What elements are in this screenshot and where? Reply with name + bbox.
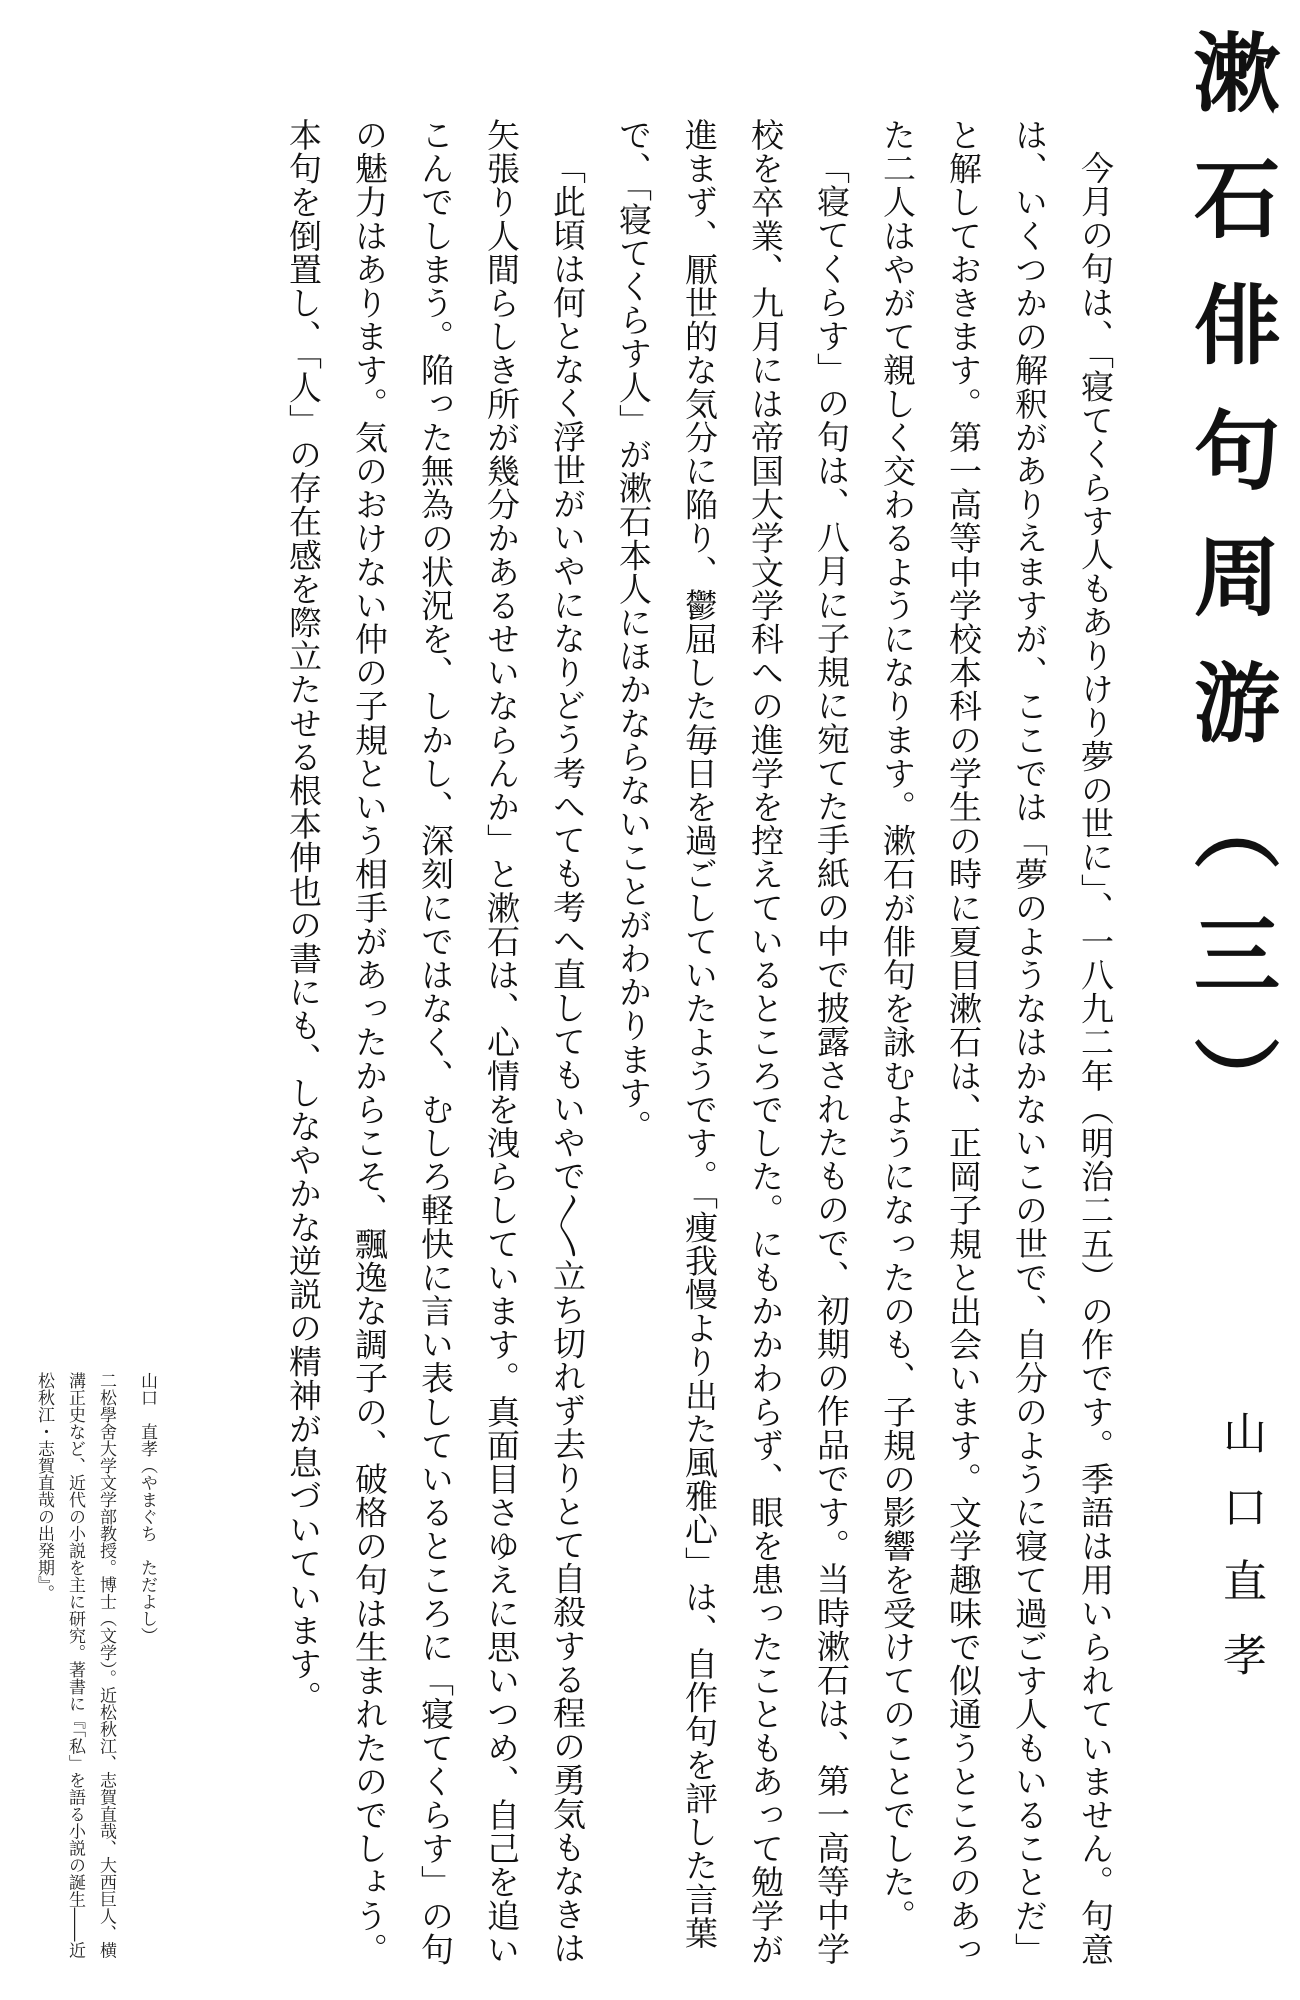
body-paragraph: 「寝てくらす」の句は、八月に子規に宛てた手紙の中で披露されたもので、初期の作品です。当時漱石は、第一高等中学校を卒業、九月には帝国大学文学科への進学を控えているところでした。にもかかわらず、眼を患ったこともあって勉学が進まず、厭世的な気分に陥り、鬱屈した毎日を過ごしていたようです。「痩我慢より出た風雅心」は、自作句を評した言葉で、「寝てくらす人」が漱石本人にほかならないことがわかります。 (614, 118, 851, 1966)
article-title: 漱石俳句周游（三） (1179, 28, 1280, 1162)
author-profile (22, 1372, 162, 1972)
body-paragraph: 「此頃は何となく浮世がいやになりどう考へても考へ直してもいやで〳〵立ち切れず去りとて自殺する程の勇気もなきは矢張り人間らしき所が幾分かあるせいならんか」と漱石は、心情を洩らしています。真面目さゆえに思いつめ、自己を追いこんでしまう。陥った無為の状況を、しかし、深刻にではなく、むしろ軽快に言い表しているところに「寝てくらす」の句の魅力はあります。気のおけない仲の子規という相手があったからこそ、飄逸な調子の、破格の句は生まれたのでしょう。本句を倒置し、「人」の存在感を際立たせる根本伸也の書にも、しなやかな逆説の精神が息づいています。 (284, 118, 587, 1966)
body-paragraph: 今月の句は、「寝てくらす人もありけり夢の世に」、一八九二年（明治二五）の作です。季語は用いられていません。句意は、いくつかの解釈がありえますが、ここでは「夢のようなはかないこの世で、自分のように寝て過ごす人もいることだ」と解しておきます。第一高等中学校本科の学生の時に夏目漱石は、正岡子規と出会います。文学趣味で似通うところのあった二人はやがて親しく交わるようになります。漱石が俳句を詠むようになったのも、子規の影響を受けてのことでした。 (878, 118, 1115, 1966)
profile-name: 山口 直孝（やまぐち ただよし） (137, 1372, 157, 1644)
profile-bio: 二松學舍大学文学部教授。博士（文学）。近松秋江、志賀直哉、大西巨人、横溝正史など、近代の小説を主に研究。著書に『「私」を語る小説の誕生――近松秋江・志賀直哉の出発期』。 (34, 1372, 116, 1959)
author-name: 山口直孝 (1215, 1410, 1266, 1706)
article-body (168, 118, 1128, 1970)
